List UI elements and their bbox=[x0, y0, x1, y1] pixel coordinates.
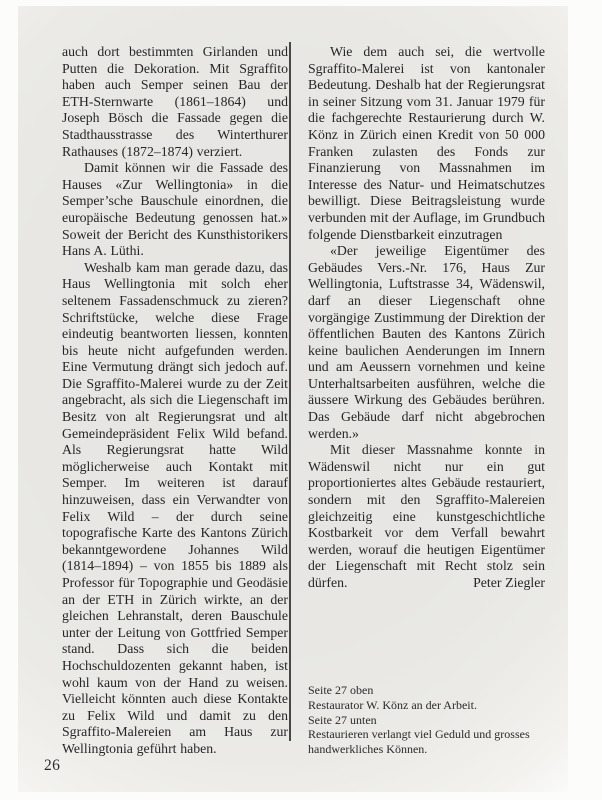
caption-line: Restaurator W. Könz an der Arbeit. bbox=[308, 697, 477, 712]
caption-block bbox=[308, 683, 564, 757]
paper-surface bbox=[18, 6, 568, 792]
paragraph: Damit können wir die Fassade des Hauses «Zur Wellingtonia» in die Semper’sche Bauschule einordnen, die europäische Bedeutung genossen hat.» Soweit der Bericht des Kunsthistorikers Hans A. Lüthi. bbox=[62, 160, 288, 259]
paragraph: «Der jeweilige Eigentümer des Gebäudes Vers.-Nr. 176, Haus Zur Wellingtonia, Luftstrasse 34, Wädenswil, darf an dieser Liegenschaft ohne vorgängige Zustimmung der Direktion der öffentlichen Bauten des Kantons Zürich keine baulichen Aenderungen im Innern und am Aeussern vornehmen und keine Unterhaltsarbeiten ausführen, welche die äussere Wirkung des Gebäudes berühren. Das Gebäude darf nicht abgebrochen werden.» bbox=[308, 243, 545, 441]
caption-line: Restaurieren verlangt viel Geduld und grosses handwerkliches Können. bbox=[308, 727, 530, 757]
page-number: 26 bbox=[44, 757, 61, 774]
paragraph: Weshalb kam man gerade dazu, das Haus Wellingtonia mit solch eher seltenem Fassadenschmuck zu zieren? Schriftstücke, welche diese Frage eindeutig beantworten liessen, konnten bis heute nicht aufgefunden werden. Eine Vermutung drängt sich jedoch auf. Die Sgraffito-Malerei wurde zu der Zeit angebracht, als sich die Liegenschaft im Besitz von alt Regierungsrat und alt Gemeindepräsident Felix Wild befand. Als Regierungsrat hatte Wild möglicherweise auch Kontakt mit Semper. Im weiteren ist darauf hinzuweisen, dass ein Verwandter von Felix Wild – der durch seine topografische Karte des Kantons Zürich bekanntgewordene Johannes Wild (1814–1894) – von 1855 bis 1889 als Professor für Topographie und Geodäsie an der ETH in Zürich wirkte, an der gleichen Lehranstalt, deren Bauschule unter der Leitung von Gottfried Semper stand. Dass sich die beiden Hochschuldozenten gekannt haben, ist wohl kaum von der Hand zu weisen. Vielleicht könnten auch diese Kontakte zu Felix Wild und damit zu den Sgraffito-Malereien am Haus zur Wellingtonia geführt haben. bbox=[62, 259, 288, 756]
author-signature: Peter Ziegler bbox=[473, 575, 545, 590]
right-column bbox=[308, 44, 545, 592]
left-column bbox=[62, 44, 288, 758]
column-divider-rule bbox=[289, 42, 291, 741]
paragraph: Wie dem auch sei, die wertvolle Sgraffito-Malerei ist von kantonaler Bedeutung. Deshalb hat der Regierungsrat in seiner Sitzung vom 31. Januar 1979 für die fachgerechte Restaurierung durch W. Könz in Zürich einen Kredit von 50 000 Franken zulasten des Fonds zur Finanzierung von Massnahmen im Interesse des Natur- und Heimatschutzes bewilligt. Diese Beitragsleistung wurde verbunden mit der Auflage, im Grundbuch folgende Dienstbarkeit einzutragen bbox=[308, 44, 545, 242]
caption-line: Seite 27 oben bbox=[308, 683, 374, 697]
paragraph: Mit dieser Massnahme konnte in Wädenswil nicht nur ein gut proportioniertes altes Gebäude restauriert, sondern mit den Sgraffito-Malereien gleichzeitig eine kunstgeschichtliche Kostbarkeit vor dem Verfall bewahrt werden, worauf die heutigen Eigentümer der Liegenschaft mit Recht stolz sein dürfen. Peter Ziegler bbox=[308, 442, 545, 590]
caption-line: Seite 27 unten bbox=[308, 712, 377, 727]
paragraph: auch dort bestimmten Girlanden und Putten die Dekoration. Mit Sgraffito haben auch Semper seinen Bau der ETH-Sternwarte (1861–1864) und Joseph Bösch die Fassade gegen die Stadthausstrasse des Winterthurer Rathauses (1872–1874) verziert. bbox=[62, 44, 288, 159]
